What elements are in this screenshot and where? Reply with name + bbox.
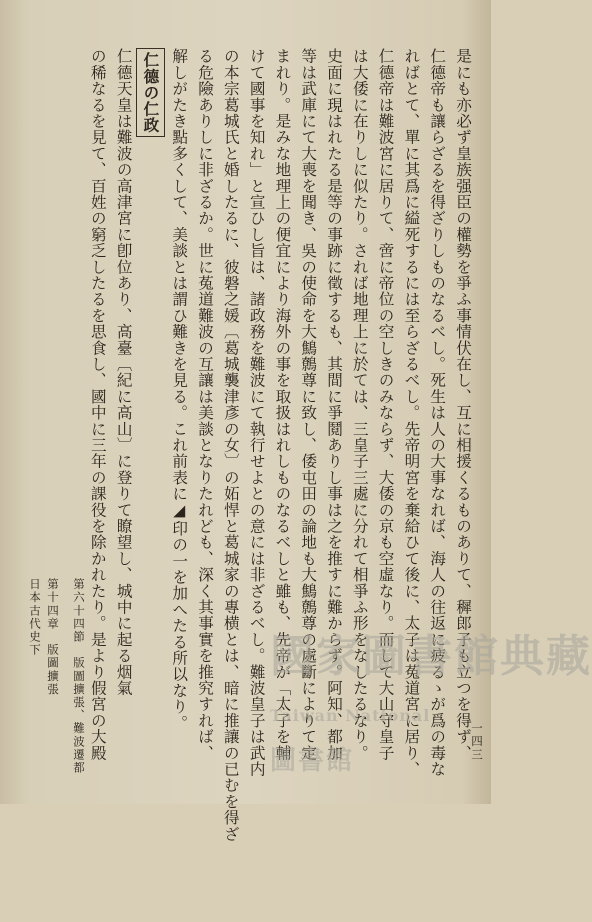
body-line-1: 是にも亦必ず皇族强臣の權勢を爭ふ事情伏在し、互に相援くるものありて、穉郎子も立つを得ず、 [454,48,472,761]
body-line-9: けて國事を知れ」と宣ひし旨は、諸政務を難波にて執行せよとの意には非ざるべし。難波皇子は武内 [247,48,266,777]
body-line-8: まれり。是みな地理上の便宜により海外の事を取扱はれしものなるべしと雖も、先帝が「太子を輔 [273,48,292,761]
running-head-section: 第十四章 版圖擴張 [46,578,60,696]
body-line-7: 等は武庫にて大喪を聞き、吳の使命を大鷦鷯尊に致し、倭屯田の論地も大鷦鷯尊の處斷によりて定 [299,48,318,761]
body-line-12: 解しがたき點多くして、美談とは謂ひ難きを見る。これ前表に◢印の一を加へたる所以なり。 [170,48,189,731]
body-line-5: は大倭に在りしに似たり。されば地理上に於ては、三皇子三處に分れて相爭ふ形をなしたるなり。 [350,48,369,761]
body-line-10: の本宗葛城氏と婚したるに、彼磐之媛〔葛城襲津彥の女〕の妬悍と葛城家の專横とは、暗に推讓の已むを得ざ [221,48,240,842]
section-heading-line [136,48,166,748]
running-head-title: 日本古代史下 [28,578,42,657]
body-line-14: の稀なるを見て、百姓の窮乏したるを思食し、國中に三年の課役を除かれたり。是より假宮の大殿 [88,48,107,761]
body-line-6: 史面に現はれたる是等の事跡に徵するも、其間に爭鬩ありし事は之を推すに難からず。阿知、都加 [325,48,344,761]
running-head-subsection: 第六十四節 版圖擴張、難波遷都 [72,578,86,775]
body-line-13: 仁德天皇は難波の高津宮に卽位あり、高臺〔紀に高山〕に登りて瞭望し、城中に起る烟氣 [114,48,133,696]
watermark-library: 圖書館 [270,746,355,776]
page-number: 一四三 [470,722,484,762]
body-line-3: ればとて、單に其爲に縊死するには至らざるべし。先帝明宮を棄給ひて後に、太子は菟道宮に居り、 [402,48,421,777]
watermark-english: Taiwan National [270,706,431,725]
section-heading: 仁德の仁政 [136,48,166,137]
body-line-11: る危險ありしに非ざるか。世に菟道難波の互讓は美談となりたれども、深く其事實を推究すれば、 [196,48,215,761]
body-line-2: 仁德帝も讓らざるを得ざりしものなるべし。死生は人の大事なれば、海人の往返に疲るゝが爲の毒な [428,48,447,777]
watermark-chinese: 國家圖書館典藏 [270,631,592,682]
library-watermark [262,612,592,792]
body-line-4: 仁德帝は難波宮に居りて、啻に帝位の空しきのみならず、大倭の京も空虛なり。而して大山守皇子 [376,48,395,761]
